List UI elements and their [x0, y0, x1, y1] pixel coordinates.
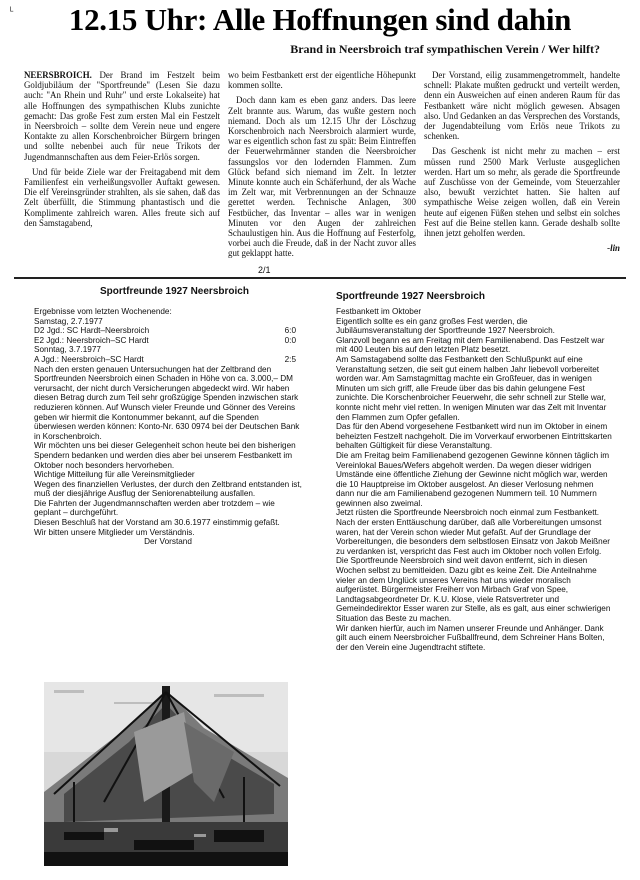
right-paragraph: Eigentlich sollte es ein ganz großes Fest werden, die Jubiläumsveranstaltung der Sportfreunde 1927 Neersbroich. [336, 316, 555, 336]
right-paragraph: Die am Freitag beim Familienabend gezogenen Gewinne können täglich im Vereinlokal Baues/Wefers abgeholt werden. Da wegen dieser widrigen Umstände eine öffentliche Ziehung der Gewinne nicht möglich war, werden die 10 Hauptpreise im Oktober ausgelost. An dieser Verlosung nehmen dann nur die am Familienabend gezogenen Nummern teil. 10 Nummern gewinnen also zweimal. [336, 450, 610, 508]
corner-mark: ᴸ [10, 6, 14, 17]
result-row: D2 Jgd.: SC Hardt–Neersbroich 6:0 [34, 326, 296, 336]
left-paragraph: Diesen Beschluß hat der Vorstand am 30.6.1977 einstimmig gefaßt. [34, 518, 280, 528]
left-paragraph: Wir bitten unsere Mitglieder um Verständnis. [34, 527, 195, 537]
article-paragraph: Das Geschenk ist nicht mehr zu machen – erst müssen rund 2500 Mark Verluste ausgeglichen werden. Hart um so mehr, als gerade die Sportfreunde auf Zuschüsse von der Gemeinde, vom Steuerzahler also, bewußt verzichtet hatten. Sie halten auf sympathische Weise zeigen wollen, daß ein Verein heute auf eigenen Füßen stehen und selbst ein solches Fest auf die Beine stellen kann. Gerade deshalb sollte ihnen jetzt geholfen werden. [424, 146, 620, 239]
right-section-body [336, 307, 612, 652]
left-paragraph: Wir möchten uns bei dieser Gelegenheit schon heute bei den bisherigen Spendern bedanken und werden dies aber bei unserem Festbankett im Oktober noch besonders hervorheben. [34, 441, 296, 470]
left-paragraph: Wegen des finanziellen Verlustes, der durch den Zeltbrand entstanden ist, muß der diesjährige Ausflug der Seniorenabteilung ausfallen. [34, 479, 302, 499]
headline: 12.15 Uhr: Alle Hoffnungen sind dahin [68, 2, 572, 37]
article-paragraph: Doch dann kam es eben ganz anders. Das leere Zelt brannte aus. Warum, das wußte gestern noch niemand. Doch als um 12.15 Uhr der Löschzug Korschenbroich nach Neersbroich alarmiert wurde, war es eigentlich schon fast zu spät: Beim Eintreffen der Feuerwehrmänner standen die Neersbroicher fassungslos vor den lodernden Flammen. Zum Glück befand sich niemand im Zelt. In letzter Minute konnte auch ein Schäferhund, der als Wache im Zelt war, mit Verbrennungen an der Schnauze gerettet werden. Technische Anlagen, 300 Festbücher, das Inventar – alles war in wenigen Minuten vor den Augen der zahlreichen Schaulustigen hin. Aus die Hoffnung auf Festerfolg, vorbei auch die Freude, daß in der Nacht zuvor alles gut geklappt hatte. [228, 95, 416, 259]
result-row: E2 Jgd.: Neersbroich–SC Hardt 0:0 [34, 335, 296, 345]
left-paragraph: Nach den ersten genauen Untersuchungen hat der Zeltbrand den Sportfreunden Neersbroich einen Schaden in Höhe von ca. 3.000,– DM verursacht, der nicht durch Versicherungen abgedeckt wird. Wir haben diesen Betrag durch zum Teil sehr großzügige Spenden inzwischen stark reduzieren können. Auf Wunsch vieler Freunde und Gönner des Vereins geben wir hiermit die Kontonummer bekannt, auf die Spenden überwiesen werden können: Konto-Nr. 630 0974 bei der Deutschen Bank in Korschenbroich. [34, 364, 300, 441]
right-paragraph: Wir danken hierfür, auch im Namen unserer Freunde und Anhänger. Dank gilt auch einem Neersbroicher Fußballfreund, dem Schreiner Hans Bolten, der den Verein eine Jugendtracht stiftete. [336, 623, 605, 652]
article-column-1 [24, 70, 220, 233]
right-paragraph: Die Sportfreunde Neersbroich sind weit davon entfernt, sich in diesen Wochen selbst zu bemitleiden. Dazu gibt es keine Zeit. Die Anteilnahme vieler an dem Unglück unseres Vereins hat uns wieder moralisch aufgerüstet. Bürgermeister Freiherr von Mirbach Graf von Spee, Landtagsabgeordneter Dr. K.U. Klose, viele Ratsvertreter und Gemeindedirektor Esser waren zur Stelle, als es galt, aus einer schwierigen Situation das Beste zu machen. [336, 556, 611, 623]
result-row: A Jgd.: Neersbroich–SC Hardt 2:5 [34, 354, 296, 364]
right-paragraph: Festbankett im Oktober [336, 307, 422, 316]
article-paragraph: wo beim Festbankett erst der eigentliche Höhepunkt kommen sollte. [228, 70, 416, 91]
dateline: NEERSBROICH. [24, 70, 92, 80]
results-heading: Ergebnisse vom letzten Wochenende: [34, 307, 172, 316]
author-signature: -lin [607, 243, 620, 254]
separator-rule [14, 277, 626, 279]
subheadline: Brand in Neersbroich traf sympathischen Verein / Wer hilft? [290, 42, 600, 56]
right-paragraph: Das für den Abend vorgesehene Festbankett wird nun im Oktober in einem beheizten Festzelt nachgeholt. Die im Vorverkauf erworbenen Eintrittskarten behalten Gültigkeit für diese Veranstaltung. [336, 422, 612, 451]
burnt-tent-photo [44, 682, 288, 866]
article-paragraph: Und für beide Ziele war der Freitagabend mit dem Familienfest ein verheißungsvoller Auftakt gewesen. Die elf Vereinsgründer strahlten, als sie sahen, daß das Zelt überfüllt, die Stimmung phantastisch und die Komplimente zahlreich waren. Alles freute sich auf den Samstagabend, [24, 166, 220, 228]
left-paragraph: Wichtige Mitteilung für alle Vereinsmitglieder [34, 470, 195, 480]
article-paragraph: NEERSBROICH. Der Brand im Festzelt beim Goldjubiläum der "Sportfreunde" (Lesen Sie dazu auch: "An Rhein und Ruhr" und erste Lokalseite) hat alle Hoffnungen des sympathischen Klubs zunichte gemacht: Das große Fest zum ersten Mal ein Festzelt in Neersbroich – sollte dem Verein neue und engere Kontakte zu allen Korschenbroicher Bürgern bringen und sollte nebenbei auch für neue Trikots der Jugendmannschaften aus dem Feier-Erlös sorgen. [24, 70, 220, 162]
right-section-title: Sportfreunde 1927 Neersbroich [336, 291, 485, 302]
article-paragraph: Der Vorstand, eilig zusammengetrommelt, handelte schnell: Plakate mußten gedruckt und verteilt werden, denn ein Ausweichen auf einen anderen Raum für das Festbankett wäre nicht möglich gewesen. Absagen also. Und Gedanken an das Versprechen des Vorstands, der Jugendabteilung vom Erlös neue Trikots zu schenken. [424, 70, 620, 142]
right-paragraph: Jetzt rüsten die Sportfreunde Neersbroich noch einmal zum Festbankett. Nach der ersten Enttäuschung darüber, daß alle Vorbereitungen umsonst waren, hat der Verein schon wieder Mut gefaßt. Auf der Grundlage der Vorbereitungen, die besonders dem selbstlosen Einsatz von Jakob Meißner zu verdanken ist, verspricht das Fest auch im Oktober noch vollen Erfolg. [336, 508, 610, 556]
left-section-body [34, 307, 302, 547]
result-row: Samstag, 2.7.1977 [34, 316, 103, 326]
right-paragraph: Am Samstagabend sollte das Festbankett den Schlußpunkt auf eine Veranstaltung setzen, die seit gut einem halben Jahr liebevoll vorbereitet worden war. Am Samstagmittag machte ein Großfeuer, das in wenigen Minuten um sich griff, alle Freude über das bis dahin gelungene Fest zunichte. Die Korschenbroicher Feuerwehr, die sehr schnell zur Stelle war, konnte nicht mehr viel retten. In wenigen Minuten war das Zelt mit Inventar den Flammen zum Opfer gefallen. [336, 354, 607, 422]
left-section-title: Sportfreunde 1927 Neersbroich [100, 286, 249, 297]
left-signoff: Der Vorstand [144, 537, 192, 547]
article-column-2 [228, 70, 416, 264]
page-number: 2/1 [258, 265, 271, 275]
left-paragraph: Die Fahrten der Jugendmannschaften werden aber trotzdem – wie geplant – durchgeführt. [34, 498, 275, 518]
right-paragraph: Glanzvoll begann es am Freitag mit dem Familienabend. Das Festzelt war mit 400 Leuten bis auf den letzten Platz besetzt. [336, 335, 605, 355]
article-column-3 [424, 70, 620, 253]
result-row: Sonntag, 3.7.1977 [34, 345, 101, 355]
